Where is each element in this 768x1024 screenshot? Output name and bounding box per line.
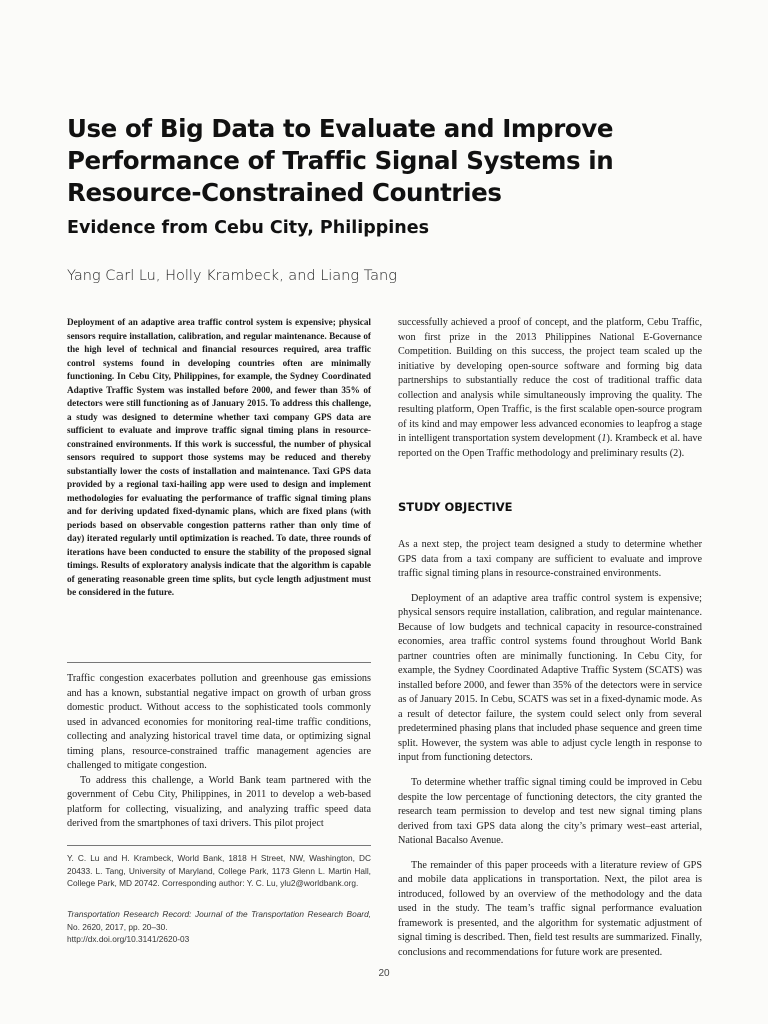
body-paragraph: To address this challenge, a World Bank team partnered with the government of Cebu City, Philippines, in 2011 to develop a web-based platform for collecting, visualizing, and analyzing traffic speed data derived from the smartphones of taxi drivers. This pilot project [67,774,371,829]
doi-link[interactable]: http://dx.doi.org/10.3141/2620-03 [67,934,190,944]
body-paragraph: To determine whether traffic signal timing could be improved in Cebu despite the low percentage of functioning detectors, the city granted the research team permission to develop and test new signal timing plans derived from taxi GPS data along the city’s primary west–east arterial, National Bacalso Avenue. [398,777,702,847]
journal-name: Transportation Research Record: Journal of the Transportation Research Board, [67,909,371,919]
reference-1[interactable]: 1 [601,433,607,444]
abstract: Deployment of an adaptive area traffic control system is expensive; physical sensors require installation, calibration, and regular maintenance. Because of the high level of technical and financial resources required, area traffic control systems found in developing countries often are minimally functioning. In Cebu City, Philippines, for example, the Sydney Coordinated Adaptive Traffic System was installed before 2000, and fewer than 35% of detectors were still functioning as of January 2015. To address this challenge, a study was designed to determine whether taxi company GPS data are sufficient to evaluate and improve traffic signal timing plans in resource-constrained environments. If this work is successful, the number of physical sensors required to support those systems may be reduced and thereby substantially lower the costs of installation and maintenance. Taxi GPS data provided by a regional taxi-hailing app were used to design and implement methodologies for evaluating the performance of traffic signal timing plans and for deriving updated fixed-dynamic plans, which are fixed plans (with periods based on observable congestion patterns rather than only time of day) iterated regularly until optimization is reached. To date, three rounds of iterations have been conducted to ensure the stability of the proposed signal timings. Results of exploratory analysis indicate that the algorithm is capable of generating reasonable green time splits, but cycle length adjustment must be considered in the future. [67,317,371,597]
citation-footnote [67,908,371,946]
left-body-text [67,672,371,832]
author-list: Yang Carl Lu, Holly Krambeck, and Liang Tang [67,268,397,284]
right-body-text [398,528,702,970]
page-number: 20 [378,968,390,979]
body-paragraph: Traffic congestion exacerbates pollution and greenhouse gas emissions and has a known, substantial negative impact on growth of urban gross domestic product. Without access to the sophisticated tools commonly used in advanced economies for monitoring real-time traffic conditions, collecting and analyzing historical travel time data, or optimizing signal timing plans, resource-constrained traffic management agencies are challenged to mitigate congestion. [67,673,371,771]
right-intro-text [398,316,702,461]
abstract-divider [67,662,371,663]
body-paragraph: The remainder of this paper proceeds with a literature review of GPS and mobile data applications in transportation. Next, the pilot area is introduced, followed by an overview of the methodology and the data used in the study. The team’s traffic signal performance evaluation framework is presented, and the algorithm for systematic adjustment of signal timing is described. Then, field test results are summarized. Finally, conclusions and recommendations for future work are presented. [398,859,702,958]
body-paragraph: successfully achieved a proof of concept, and the platform, Cebu Traffic, won first prize in the 2013 Philippines National E-Governance Competition. Building on this success, the project team scaled up the initiative by developing open-source software and forming big data partnerships to substantially reduce the cost of traditional traffic data collection and analysis while simultaneously improving the quality. The resulting platform, Open Traffic, is the first scalable open-source program of its kind and may empower less advanced economies to leapfrog a stage in intelligent transportation system development (1). Krambeck et al. have reported on the Open Traffic methodology and preliminary results (2). [398,317,702,459]
section-heading: STUDY OBJECTIVE [398,500,513,514]
body-paragraph: As a next step, the project team designed a study to determine whether GPS data from a taxi company are sufficient to evaluate and improve traffic signal timing plans in resource-constrained environments. [398,539,702,580]
paper-title: Use of Big Data to Evaluate and Improve Performance of Traffic Signal Systems in Resource-Constrained Countries [67,114,614,207]
paper-subtitle: Evidence from Cebu City, Philippines [67,218,430,238]
citation-details: No. 2620, 2017, pp. 20–30. [67,921,168,932]
author-affiliation-footnote: Y. C. Lu and H. Krambeck, World Bank, 1818 H Street, NW, Washington, DC 20433. L. Tang, University of Maryland, College Park, 1173 Glenn L. Martin Hall, College Park, MD 20742. Corresponding author: Y. C. Lu, ylu2@worldbank.org. [67,853,371,888]
footnote-divider [67,845,371,846]
body-paragraph: Deployment of an adaptive area traffic control system is expensive; physical sensors require installation, calibration, and regular maintenance. Because of low budgets and technical capacity in resource-constrained economies, area traffic control systems found throughout World Bank partner countries often are minimally functioning. In Cebu City, for example, the Sydney Coordinated Adaptive Traffic System (SCATS) was installed before 2000, and fewer than 35% of the detectors were in service as of January 2015. In Cebu, SCATS was set in a fixed-dynamic mode. As a result of detector failure, the system could select only from several predetermined phasing plans that included phase sequence and green time split. However, the system was able to adjust cycle length in response to input from functioning detectors. [398,592,702,764]
